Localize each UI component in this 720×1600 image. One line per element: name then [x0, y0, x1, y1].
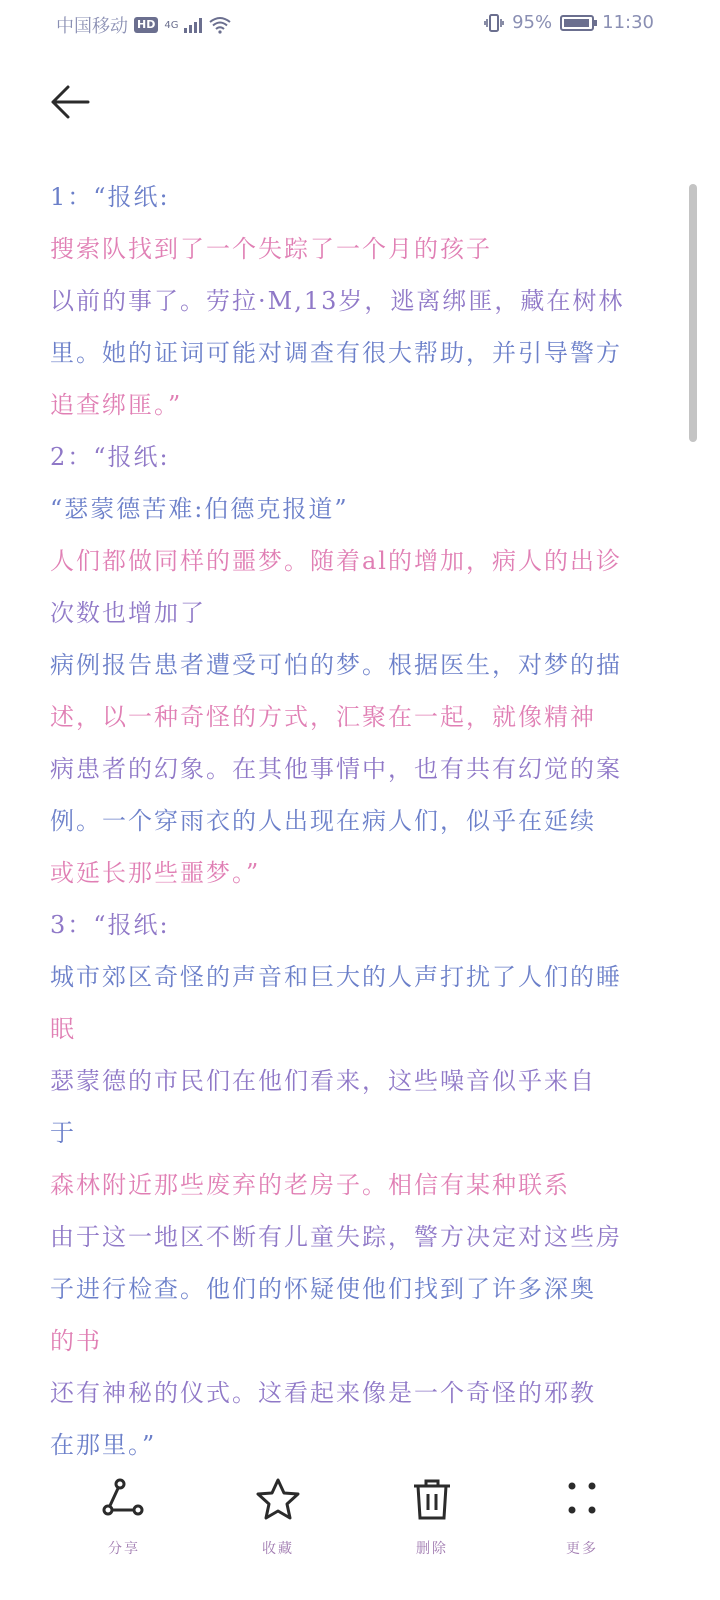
share-button[interactable]: [64, 1476, 184, 1558]
article-line: [50, 1052, 678, 1104]
article-line-text: 以前的事了。劳拉·M,13岁，逃离绑匪，藏在树林: [50, 287, 625, 315]
article-line: [50, 688, 678, 740]
article-line: [50, 1104, 678, 1156]
wifi-icon: [208, 16, 232, 34]
article-line: [50, 896, 678, 948]
battery-icon: [560, 15, 594, 31]
article-line-text: 人们都做同样的噩梦。随着al的增加，病人的出诊: [50, 547, 622, 575]
article-line: [50, 1208, 678, 1260]
article-line: [50, 376, 678, 428]
article-line: [50, 272, 678, 324]
more-button[interactable]: [522, 1476, 642, 1558]
article-line-text: 或延长那些噩梦。”: [50, 859, 261, 887]
article-line: [50, 1312, 678, 1364]
article-line-text: 追查绑匪。”: [50, 391, 183, 419]
article-line: [50, 740, 678, 792]
article-line: [50, 1156, 678, 1208]
article-line-text: 2：“报纸:: [50, 443, 170, 471]
delete-button[interactable]: [372, 1476, 492, 1558]
article-line: [50, 1260, 678, 1312]
article-line: [50, 584, 678, 636]
arrow-left-icon[interactable]: [48, 80, 92, 124]
article-line-text: 病患者的幻象。在其他事情中，也有共有幻觉的案: [50, 755, 622, 783]
article-line-text: 病例报告患者遭受可怕的梦。根据医生，对梦的描: [50, 651, 622, 679]
article-line-text: 次数也增加了: [50, 599, 206, 627]
article-line-text: 子进行检查。他们的怀疑使他们找到了许多深奥: [50, 1275, 596, 1303]
scrollbar[interactable]: [689, 184, 697, 442]
article-line-text: 里。她的证词可能对调查有很大帮助，并引导警方: [50, 339, 622, 367]
more-dots-icon: [558, 1476, 606, 1524]
article-line-text: 由于这一地区不断有儿童失踪，警方决定对这些房: [50, 1223, 622, 1251]
vibrate-icon: [484, 13, 504, 33]
delete-label: 删除: [416, 1541, 448, 1557]
article-line-text: 在那里。”: [50, 1431, 157, 1459]
article-line: [50, 1000, 678, 1052]
article-line: [50, 792, 678, 844]
article-line: [50, 532, 678, 584]
carrier-label: 中国移动: [56, 16, 128, 37]
article-line: [50, 324, 678, 376]
share-label: 分享: [108, 1541, 140, 1557]
article-line: [50, 844, 678, 896]
article-line-text: 瑟蒙德的市民们在他们看来，这些噪音似乎来自: [50, 1067, 596, 1095]
hd-badge: HD: [134, 17, 158, 33]
article-line-text: 还有神秘的仪式。这看起来像是一个奇怪的邪教: [50, 1379, 596, 1407]
article-line: [50, 1364, 678, 1416]
article-line-text: 3：“报纸:: [50, 911, 170, 939]
network-type: 4G: [164, 19, 179, 31]
article-line: [50, 168, 678, 220]
article-line-text: 森林附近那些废弃的老房子。相信有某种联系: [50, 1171, 570, 1199]
signal-icon: [184, 17, 202, 33]
battery-fill: [564, 19, 589, 27]
article-line: [50, 428, 678, 480]
article-line-text: “瑟蒙德苦难:伯德克报道”: [50, 495, 349, 523]
favorite-label: 收藏: [262, 1541, 294, 1557]
share-icon: [100, 1476, 148, 1524]
article-line-text: 眠: [50, 1015, 76, 1043]
star-icon: [254, 1476, 302, 1524]
trash-icon: [408, 1476, 456, 1524]
clock: 11:30: [602, 12, 654, 33]
bottom-action-bar: [0, 1468, 720, 1600]
article-body: [50, 168, 678, 1468]
battery-percent: 95%: [512, 12, 553, 33]
article-line: [50, 220, 678, 272]
article-line-text: 城市郊区奇怪的声音和巨大的人声打扰了人们的睡: [50, 963, 622, 991]
more-label: 更多: [566, 1541, 598, 1557]
article-line: [50, 1416, 678, 1468]
article-line-text: 的书: [50, 1327, 102, 1355]
article-line-text: 搜索队找到了一个失踪了一个月的孩子: [50, 235, 492, 263]
status-right: [484, 12, 654, 33]
article-line: [50, 636, 678, 688]
article-line: [50, 948, 678, 1000]
favorite-button[interactable]: [218, 1476, 338, 1558]
status-bar: [0, 0, 720, 52]
article-line-text: 1：“报纸:: [50, 183, 170, 211]
article-line-text: 述，以一种奇怪的方式，汇聚在一起，就像精神: [50, 703, 596, 731]
status-left: [56, 12, 232, 38]
article-line-text: 例。一个穿雨衣的人出现在病人们，似乎在延续: [50, 807, 596, 835]
article-line: [50, 480, 678, 532]
article-line-text: 于: [50, 1119, 76, 1147]
